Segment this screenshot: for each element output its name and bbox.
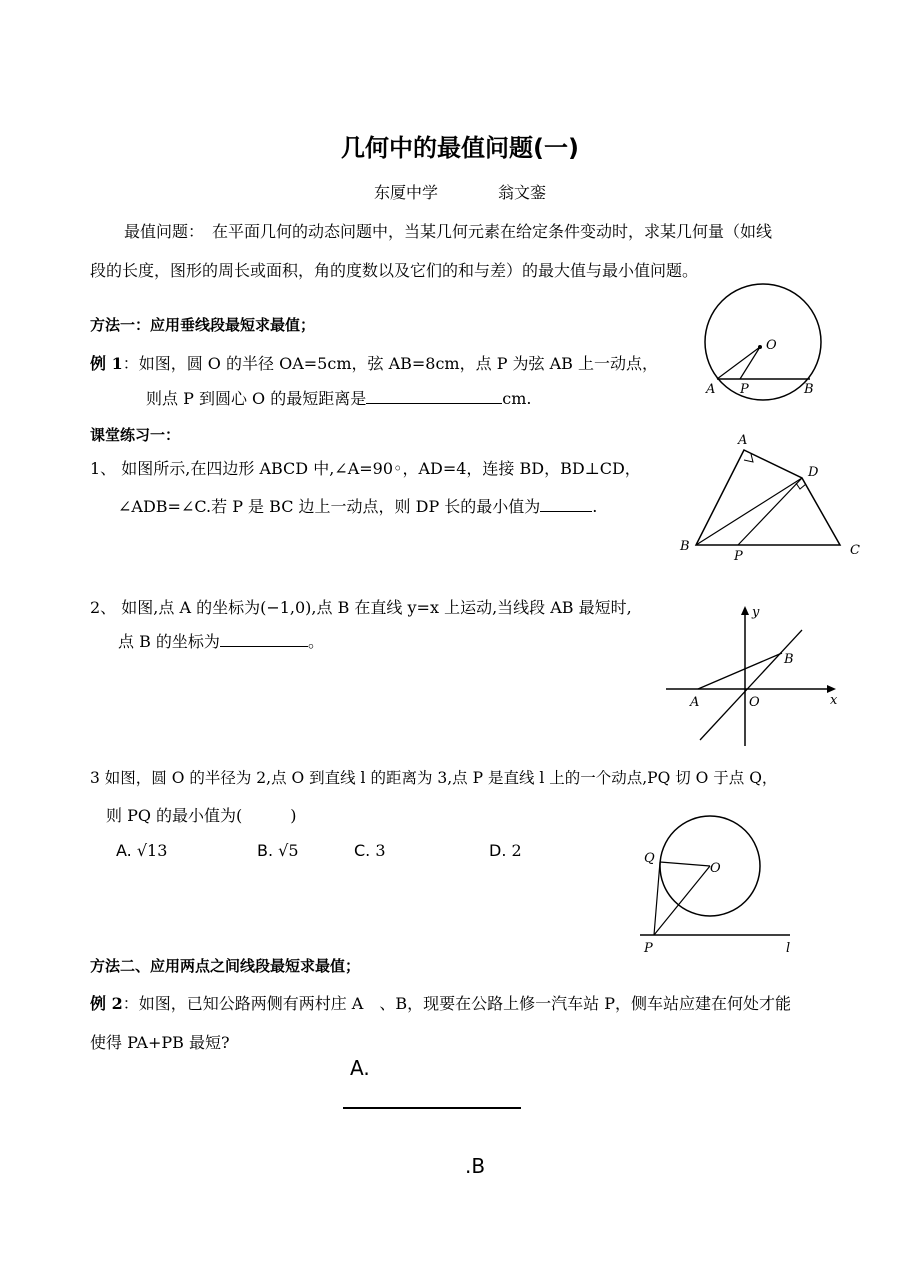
label-p: P — [734, 549, 743, 564]
q3-option-b[interactable]: B. √5 — [257, 841, 299, 860]
intro-line-2: 段的长度，图形的周长或面积，角的度数以及它们的和与差）的最大值与最小值问题。 — [90, 261, 699, 280]
label-x: x — [830, 693, 838, 708]
method2-heading: 方法二、应用两点之间线段最短求最值； — [90, 957, 361, 975]
q1-line-2 — [118, 494, 597, 517]
village-b-label: .B — [465, 1154, 486, 1178]
label-l: l — [786, 941, 791, 956]
q2-question: 点 B 的坐标为 — [118, 632, 220, 651]
example2-line-2: 使得 PA+PB 最短? — [90, 1033, 230, 1052]
example1-question: 则点 P 到圆心 O 的最短距离是 — [146, 389, 367, 408]
label-a: A — [738, 433, 748, 448]
segment-oa — [717, 347, 760, 379]
q1-answer-blank[interactable] — [540, 511, 592, 512]
method1-heading: 方法一：应用垂线段最短求最值； — [90, 316, 316, 334]
q1-line-1: 1、 如图所示,在四边形 ABCD 中,∠A=90◦，AD=4，连接 BD，BD⊥CD， — [90, 459, 641, 478]
label-c: C — [850, 543, 860, 558]
x-axis-arrow — [827, 685, 836, 693]
option-a-value: √13 — [136, 841, 168, 860]
example2-label: 例 2 — [90, 994, 123, 1013]
byline — [0, 180, 920, 203]
q3-line-2: 则 PQ 的最小值为( ) — [106, 806, 297, 825]
label-y: y — [752, 605, 760, 620]
example1-unit: cm. — [502, 389, 532, 408]
highway-line — [343, 1107, 521, 1109]
label-d: D — [808, 465, 819, 480]
q2-answer-blank[interactable] — [220, 646, 308, 647]
page-title: 几何中的最值问题(一) — [341, 134, 579, 162]
option-d-value: 2 — [511, 841, 522, 860]
practice-heading: 课堂练习一： — [90, 426, 181, 444]
segment-dp — [738, 478, 802, 545]
line-y-equals-x — [700, 630, 802, 740]
q3-line-1: 3 如图，圆 O 的半径为 2,点 O 到直线 l 的距离为 3,点 P 是直线 l 上的一个动点,PQ 切 O 于点 Q， — [90, 769, 778, 787]
label-q: Q — [644, 851, 655, 866]
label-p: P — [644, 941, 653, 956]
segment-pq — [654, 862, 660, 935]
example1-answer-blank[interactable] — [366, 403, 502, 404]
village-a-label: A. — [350, 1056, 370, 1080]
intro-line-1: 最值问题： 在平面几何的动态问题中，当某几何元素在给定条件变动时，求某几何量（如线 — [124, 222, 773, 241]
q2-line-1: 2、 如图,点 A 的坐标为(−1,0),点 B 在直线 y=x 上运动,当线段 AB 最短时, — [90, 598, 632, 617]
figure-circle-chord — [700, 292, 830, 402]
label-b: B — [784, 652, 794, 667]
segment-qo — [660, 862, 710, 866]
q3-option-d[interactable]: D. 2 — [489, 841, 522, 860]
q2-line-2 — [118, 629, 324, 652]
example1-label: 例 1 — [90, 354, 123, 373]
example1-line-1 — [90, 351, 658, 374]
label-o: O — [710, 861, 721, 876]
option-b-value: √5 — [278, 841, 299, 860]
school-name: 东厦中学 — [373, 183, 438, 202]
label-b: B — [804, 382, 814, 397]
q1-question: ∠ADB=∠C.若 P 是 BC 边上一动点，则 DP 长的最小值为 — [118, 497, 541, 516]
label-b: B — [680, 539, 690, 554]
point-o — [758, 345, 762, 349]
diagonal-bd — [696, 478, 802, 545]
y-axis-arrow — [741, 606, 749, 615]
q1-period: . — [592, 497, 598, 516]
segment-po — [654, 866, 710, 935]
label-a: A — [706, 382, 716, 397]
label-o: O — [766, 338, 777, 353]
segment-op — [740, 347, 760, 379]
example1-line-2 — [146, 386, 531, 409]
option-c-value: 3 — [375, 841, 386, 860]
figure-quadrilateral — [678, 428, 868, 563]
label-a: A — [690, 695, 700, 710]
author-name: 翁文銮 — [498, 183, 547, 202]
segment-ab — [698, 653, 782, 689]
q2-period: 。 — [307, 632, 324, 651]
figure-coordinate-plane — [666, 600, 846, 755]
example2-text: ：如图，已知公路两侧有两村庄 A 、B，现要在公路上修一汽车站 P，侧车站应建在何处才能 — [122, 994, 791, 1013]
q3-option-c[interactable]: C. 3 — [354, 841, 386, 860]
label-p: P — [740, 382, 749, 397]
right-angle-a — [744, 454, 753, 462]
q3-option-a[interactable]: A. √13 — [116, 841, 168, 860]
label-o: O — [749, 695, 760, 710]
example1-text: ：如图，圆 O 的半径 OA=5cm，弦 AB=8cm，点 P 为弦 AB 上一动点， — [122, 354, 659, 373]
example2-line-1 — [90, 991, 791, 1014]
figure-circle-tangent — [640, 808, 810, 963]
